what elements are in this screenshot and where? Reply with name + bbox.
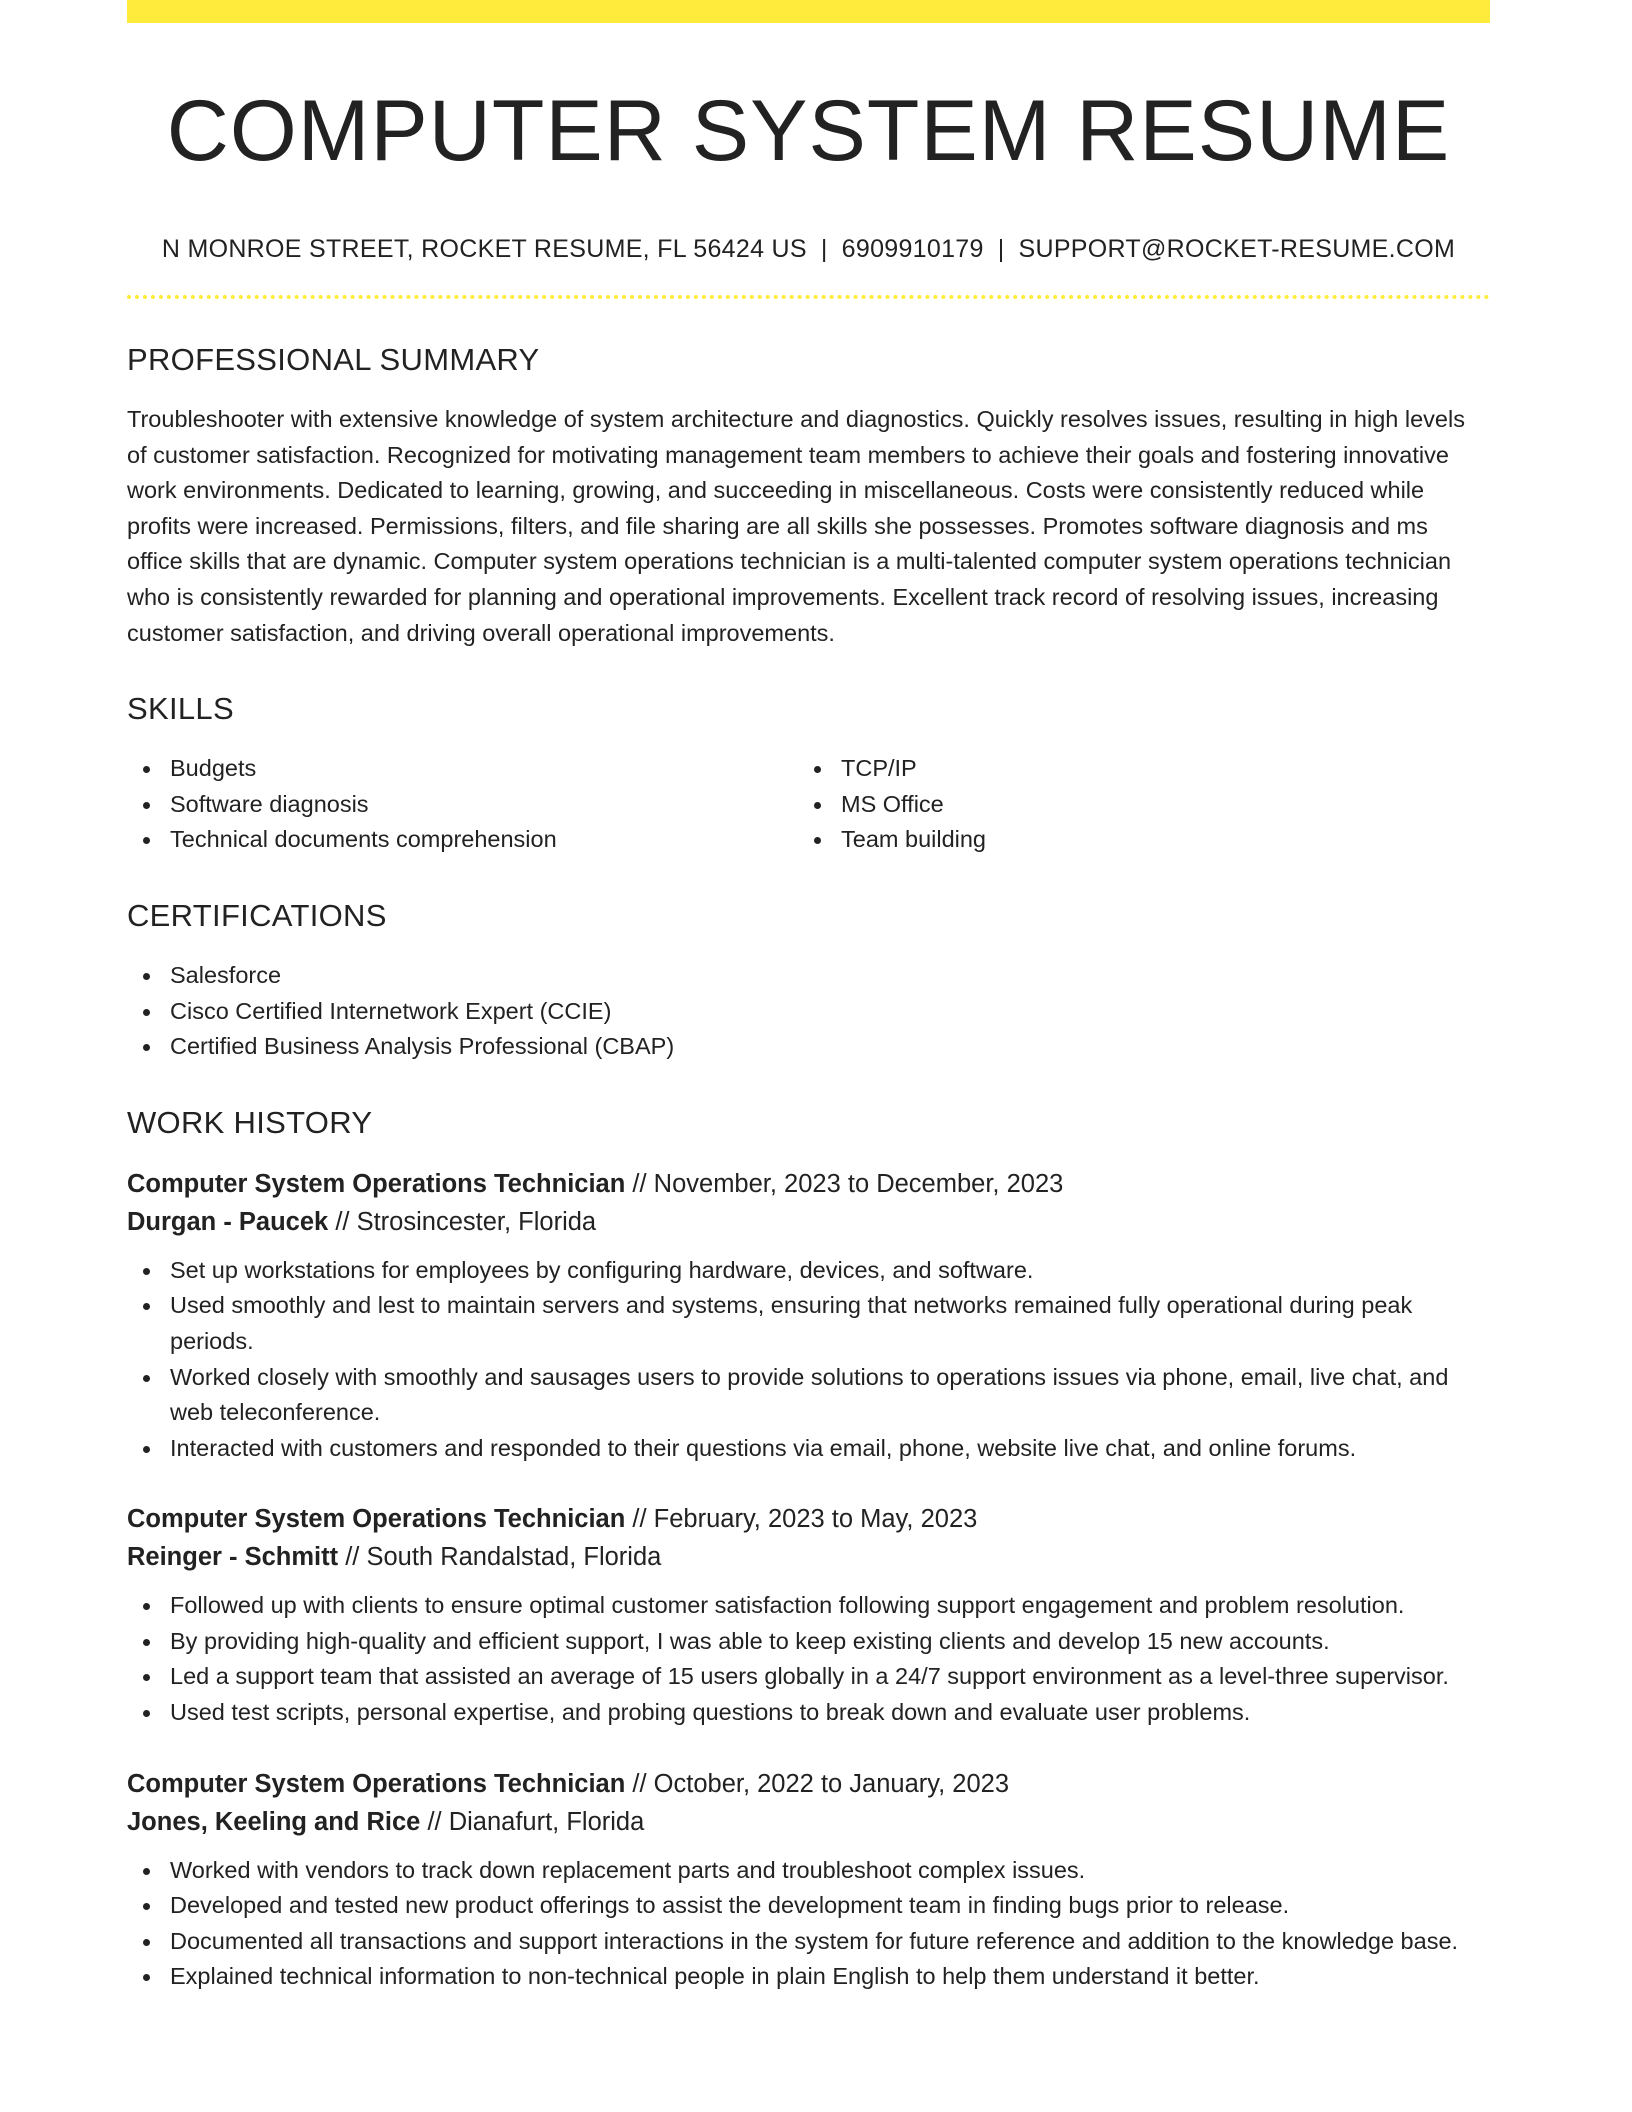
job-title-line <box>127 1165 1490 1203</box>
skills-left-list <box>127 751 798 858</box>
certifications-heading: CERTIFICATIONS <box>127 897 387 933</box>
skill-item: TCP/IP <box>798 751 1469 787</box>
job-dates: // November, 2023 to December, 2023 <box>632 1169 1064 1198</box>
job-dates: // February, 2023 to May, 2023 <box>632 1505 978 1534</box>
job-bullets <box>127 1588 1490 1730</box>
contact-line <box>127 233 1490 265</box>
job-title: Computer System Operations Technician <box>127 1169 626 1198</box>
job-bullet: Set up workstations for employees by configuring hardware, devices, and software. <box>127 1253 1490 1289</box>
contact-email: SUPPORT@ROCKET-RESUME.COM <box>1018 235 1456 263</box>
job-bullet: Documented all transactions and support interactions in the system for future reference and addition to the knowledge base. <box>127 1924 1490 1960</box>
job-company: Jones, Keeling and Rice <box>127 1807 421 1836</box>
job-entry <box>127 1765 1490 1995</box>
job-bullet: Worked closely with smoothly and sausages users to provide solutions to operations issues via phone, email, live chat, and web teleconference. <box>127 1360 1490 1431</box>
certifications-list <box>127 958 1490 1065</box>
work-history-heading: WORK HISTORY <box>127 1104 373 1140</box>
job-bullets <box>127 1853 1490 1995</box>
job-bullet: Worked with vendors to track down replacement parts and troubleshoot complex issues. <box>127 1853 1490 1889</box>
job-location: // Dianafurt, Florida <box>427 1807 645 1836</box>
job-bullet: Used smoothly and lest to maintain servers and systems, ensuring that networks remained fully operational during peak periods. <box>127 1288 1490 1359</box>
skill-item: Budgets <box>127 751 798 787</box>
contact-separator: | <box>997 235 1005 263</box>
work-history-section <box>127 1103 1490 1995</box>
resume-title: COMPUTER SYSTEM RESUME <box>166 83 1451 179</box>
certification-item: Cisco Certified Internetwork Expert (CCIE) <box>127 994 1490 1030</box>
certification-item: Salesforce <box>127 958 1490 994</box>
job-title: Computer System Operations Technician <box>127 1769 626 1798</box>
job-company-line <box>127 1203 1490 1241</box>
skill-item: Team building <box>798 822 1469 858</box>
job-bullet: Led a support team that assisted an average of 15 users globally in a 24/7 support environment as a level-three supervisor. <box>127 1659 1490 1695</box>
skill-item: Software diagnosis <box>127 787 798 823</box>
job-bullet: Followed up with clients to ensure optimal customer satisfaction following support engagement and problem resolution. <box>127 1588 1490 1624</box>
job-title: Computer System Operations Technician <box>127 1505 626 1534</box>
contact-phone: 6909910179 <box>841 235 984 263</box>
jobs-container <box>127 1165 1490 1995</box>
job-bullet: Explained technical information to non-technical people in plain English to help them understand it better. <box>127 1959 1490 1995</box>
job-company: Durgan - Paucek <box>127 1207 329 1236</box>
skills-right-list <box>798 751 1469 858</box>
job-entry <box>127 1500 1490 1730</box>
job-bullet: Interacted with customers and responded to their questions via email, phone, website live chat, and online forums. <box>127 1431 1490 1467</box>
job-bullets <box>127 1253 1490 1467</box>
certifications-section <box>127 896 1490 1065</box>
skills-heading: SKILLS <box>127 691 234 727</box>
summary-text: Troubleshooter with extensive knowledge of system architecture and diagnostics. Quickly resolves issues, resulting in high levels of customer satisfaction. Recognized for motivating management team members to achieve their goals and fostering innovative work environments. Dedicated to learning, growing, and succeeding in miscellaneous. Costs were consistently reduced while profits were increased. Permissions, filters, and file sharing are all skills she possesses. Promotes software diagnosis and ms office skills that are dynamic. Computer system operations technician is a multi-talented computer system operations technician who is consistently rewarded for planning and operational improvements. Excellent track record of resolving issues, increasing customer satisfaction, and driving overall operational improvements. <box>127 406 1465 646</box>
job-company-line <box>127 1538 1490 1576</box>
skill-item: Technical documents comprehension <box>127 822 798 858</box>
job-bullet: By providing high-quality and efficient support, I was able to keep existing clients and develop 15 new accounts. <box>127 1624 1490 1660</box>
job-entry <box>127 1165 1490 1467</box>
contact-separator: | <box>820 235 828 263</box>
job-company-line <box>127 1803 1490 1841</box>
job-title-line <box>127 1500 1490 1538</box>
resume-content <box>127 23 1490 1995</box>
job-company: Reinger - Schmitt <box>127 1543 339 1572</box>
dotted-divider <box>127 295 1490 299</box>
job-dates: // October, 2022 to January, 2023 <box>632 1769 1010 1798</box>
job-bullet: Developed and tested new product offerings to assist the development team in finding bugs prior to release. <box>127 1888 1490 1924</box>
skills-section <box>127 689 1490 858</box>
skills-grid <box>127 729 1490 858</box>
contact-address: N MONROE STREET, ROCKET RESUME, FL 56424 US <box>161 235 807 263</box>
accent-top-bar <box>127 0 1490 23</box>
job-bullet: Used test scripts, personal expertise, and probing questions to break down and evaluate user problems. <box>127 1695 1490 1731</box>
job-location: // Strosincester, Florida <box>335 1207 597 1236</box>
job-location: // South Randalstad, Florida <box>345 1543 662 1572</box>
skill-item: MS Office <box>798 787 1469 823</box>
certification-item: Certified Business Analysis Professional (CBAP) <box>127 1029 1490 1065</box>
summary-heading: PROFESSIONAL SUMMARY <box>127 342 540 377</box>
job-title-line <box>127 1765 1490 1803</box>
